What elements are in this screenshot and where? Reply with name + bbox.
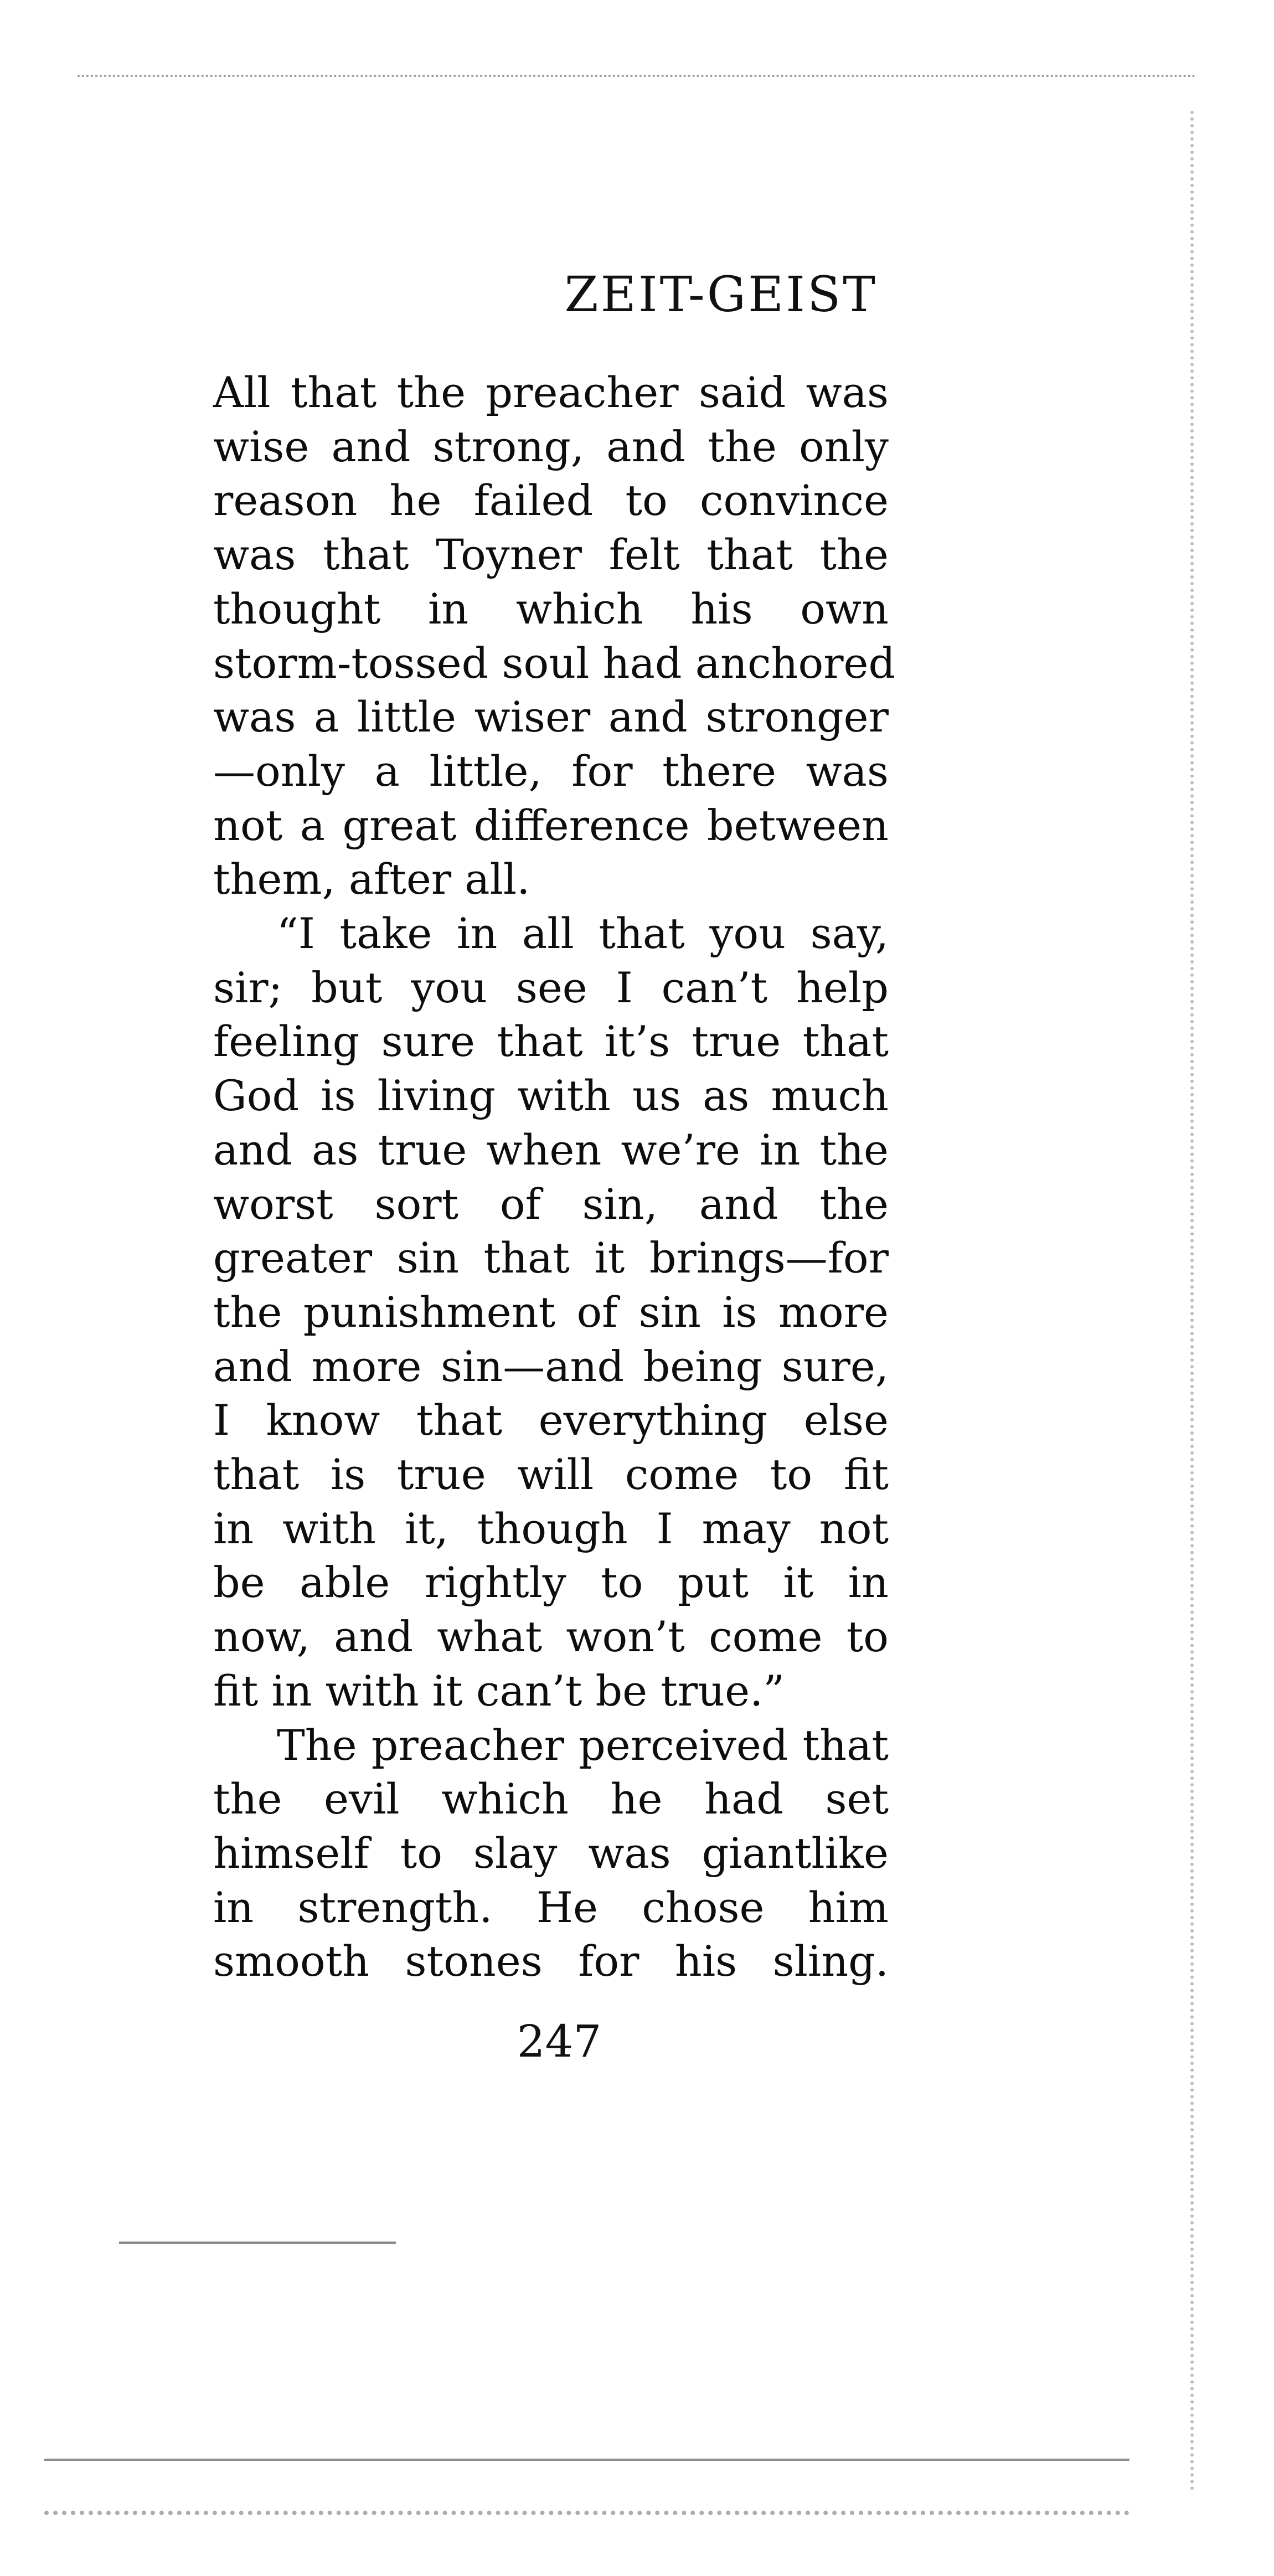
text-line: was that Toyner felt that the: [213, 530, 889, 580]
text-line: feeling sure that it’s true that: [213, 1017, 889, 1067]
text-line: them, after all.: [213, 854, 530, 904]
page-number: 247: [517, 2016, 602, 2067]
scan-mark-rule: [119, 2242, 396, 2244]
text-line: “I take in all that you say,: [277, 909, 889, 959]
scan-edge-bottom: [44, 2459, 1129, 2515]
running-header: ZEIT-GEIST: [564, 266, 878, 323]
text-line: wise and strong, and the only: [213, 421, 889, 471]
text-line: God is living with us as much: [213, 1071, 889, 1121]
text-line: All that the preacher said was: [213, 368, 889, 417]
text-line: smooth stones for his sling.: [213, 1936, 889, 1986]
text-line: —only a little, for there was: [213, 746, 889, 796]
text-line: himself to slay was giantlike: [213, 1828, 889, 1878]
scan-edge-right: [1168, 111, 1194, 2492]
text-line: sir; but you see I can’t help: [213, 962, 889, 1012]
text-line: The preacher perceived that: [277, 1720, 889, 1770]
text-line: be able rightly to put it in: [213, 1558, 889, 1608]
text-line: and more sin—and being sure,: [213, 1341, 889, 1391]
text-line: in strength. He chose him: [213, 1882, 889, 1932]
text-line: the punishment of sin is more: [213, 1287, 889, 1337]
text-line: was a little wiser and stronger: [213, 692, 889, 742]
text-line: and as true when we’re in the: [213, 1125, 889, 1174]
text-line: I know that everything else: [213, 1395, 889, 1445]
text-line: worst sort of sin, and the: [213, 1179, 889, 1229]
text-line: that is true will come to fit: [213, 1450, 889, 1500]
text-line: greater sin that it brings—for: [213, 1233, 889, 1283]
text-line: now, and what won’t come to: [213, 1612, 889, 1662]
text-line: thought in which his own: [213, 584, 889, 633]
text-line: fit in with it can’t be true.”: [213, 1666, 785, 1715]
text-line: not a great difference between: [213, 800, 889, 850]
body-text: [213, 365, 896, 1988]
scan-noise-top: [78, 75, 1196, 86]
text-line: storm-tossed soul had anchored: [213, 638, 896, 688]
text-line: reason he failed to convince: [213, 476, 889, 525]
text-line: the evil which he had set: [213, 1774, 889, 1824]
text-line: in with it, though I may not: [213, 1503, 889, 1553]
